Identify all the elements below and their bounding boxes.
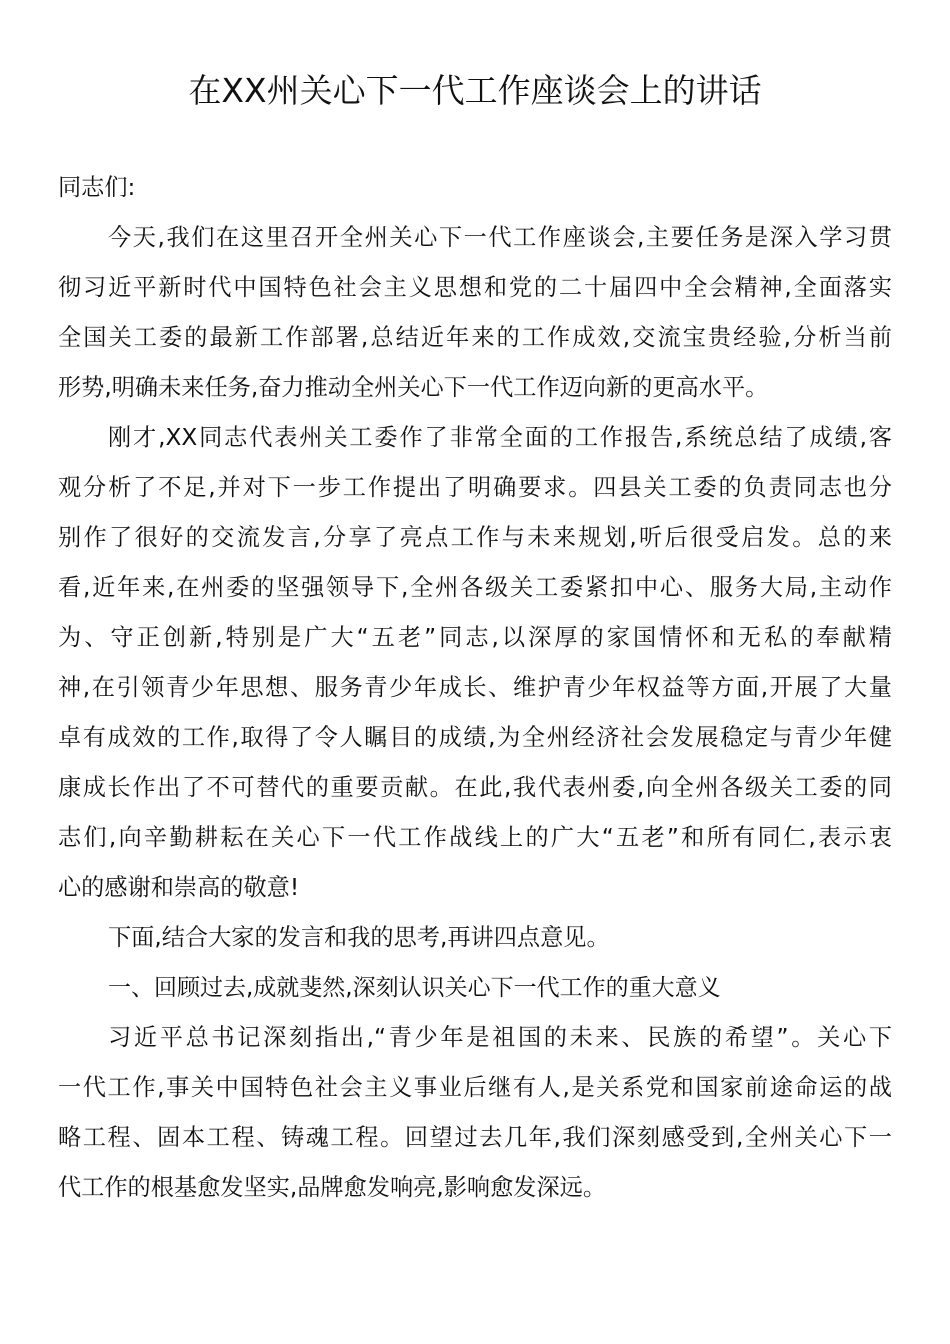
paragraph-1-line-2: 彻习近平新时代中国特色社会主义思想和党的二十届四中全会精神,全面落实 bbox=[58, 274, 892, 301]
paragraph-2-line-9: 志们,向辛勤耕耘在关心下一代工作战线上的广大“五老”和所有同仁,表示衷 bbox=[58, 824, 892, 851]
paragraph-1-line-4: 形势,明确未来任务,奋力推动全州关心下一代工作迈向新的更高水平。 bbox=[58, 374, 769, 401]
paragraph-1-line-1: 今天,我们在这里召开全州关心下一代工作座谈会,主要任务是深入学习贯 bbox=[108, 224, 892, 251]
paragraph-2-line-10: 心的感谢和崇高的敬意! bbox=[58, 874, 300, 901]
paragraph-2-line-4: 看,近年来,在州委的坚强领导下,全州各级关工委紧扣中心、服务大局,主动作 bbox=[58, 574, 892, 601]
section-paragraph-line-2: 一代工作,事关中国特色社会主义事业后继有人,是关系党和国家前途命运的战 bbox=[58, 1074, 892, 1101]
paragraph-2-line-5: 为、守正创新,特别是广大“五老”同志,以深厚的家国情怀和无私的奉献精 bbox=[58, 624, 892, 651]
section-paragraph-line-3: 略工程、固本工程、铸魂工程。回望过去几年,我们深刻感受到,全州关心下一 bbox=[58, 1124, 892, 1151]
section-heading: 一、回顾过去,成就斐然,深刻认识关心下一代工作的重大意义 bbox=[108, 975, 721, 1001]
document-title: 在XX州关心下一代工作座谈会上的讲话 bbox=[188, 71, 762, 110]
paragraph-2-line-8: 康成长作出了不可替代的重要贡献。在此,我代表州委,向全州各级关工委的同 bbox=[58, 774, 892, 801]
paragraph-2-line-2: 观分析了不足,并对下一步工作提出了明确要求。四县关工委的负责同志也分 bbox=[58, 474, 892, 501]
section-paragraph-line-1: 习近平总书记深刻指出,“青少年是祖国的未来、民族的希望”。关心下 bbox=[108, 1024, 892, 1051]
section-paragraph-line-4: 代工作的根基愈发坚实,品牌愈发响亮,影响愈发深远。 bbox=[58, 1174, 607, 1201]
paragraph-2-line-7: 卓有成效的工作,取得了令人瞩目的成绩,为全州经济社会发展稳定与青少年健 bbox=[58, 724, 892, 751]
salutation: 同志们: bbox=[58, 174, 136, 201]
paragraph-2-line-6: 神,在引领青少年思想、服务青少年成长、维护青少年权益等方面,开展了大量 bbox=[58, 674, 892, 701]
paragraph-3-line-1: 下面,结合大家的发言和我的思考,再讲四点意见。 bbox=[108, 924, 610, 951]
paragraph-2-line-3: 别作了很好的交流发言,分享了亮点工作与未来规划,听后很受启发。总的来 bbox=[58, 524, 892, 551]
paragraph-1-line-3: 全国关工委的最新工作部署,总结近年来的工作成效,交流宝贵经验,分析当前 bbox=[58, 324, 892, 351]
paragraph-2-line-1: 刚才,XX同志代表州关工委作了非常全面的工作报告,系统总结了成绩,客 bbox=[108, 424, 892, 451]
